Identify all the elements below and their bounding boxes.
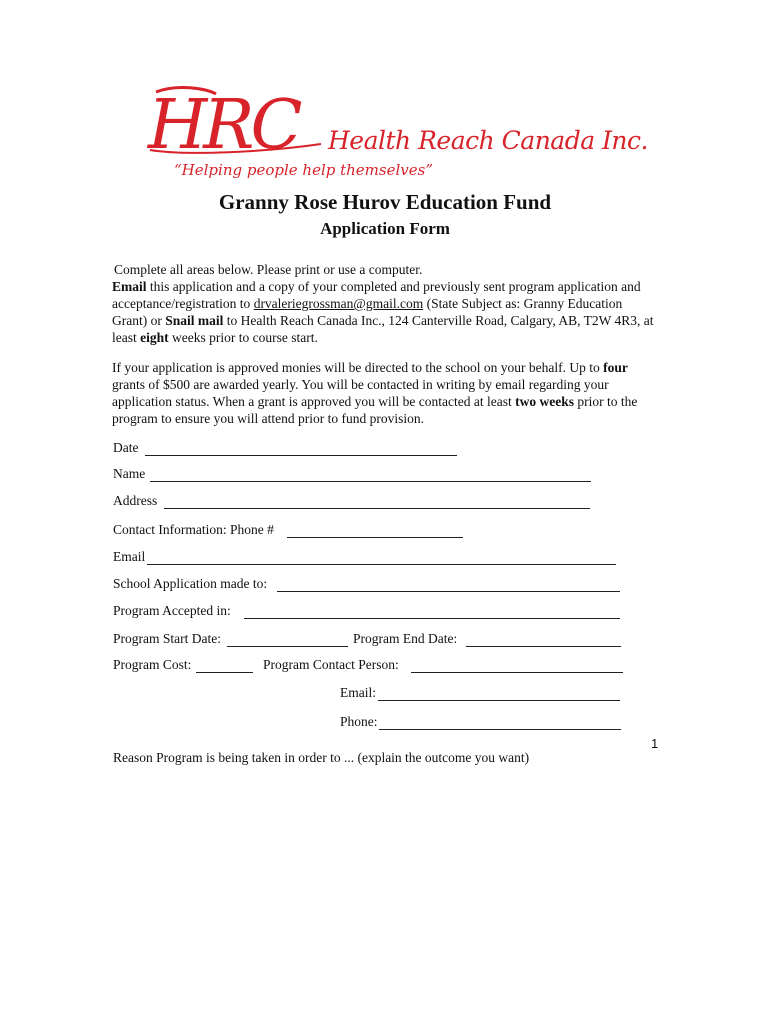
approval-text: grants of $500 are awarded yearly. You will be contacted in writing by email regarding your application status. When a grant is approved you will be contacted at least	[112, 377, 609, 409]
contact-person-label: Program Contact Person:	[263, 657, 399, 672]
email-emphasis: Email	[112, 279, 147, 294]
school-label: School Application made to:	[113, 576, 268, 591]
contact-email-label: Email:	[340, 685, 376, 700]
hrc-monogram-icon	[146, 86, 326, 166]
instructions-text: (State Subject as: Granny Education Grant) or	[112, 296, 623, 328]
four-emphasis: four	[603, 360, 628, 375]
program-accepted-label: Program Accepted in:	[113, 603, 231, 618]
logo-company-name: Health Reach Canada Inc.	[328, 126, 648, 155]
hrc-logo	[146, 86, 648, 186]
email-field[interactable]	[147, 564, 616, 565]
start-date-label: Program Start Date:	[113, 631, 221, 646]
instructions-paragraph	[112, 261, 657, 346]
contact-phone-label: Phone:	[340, 714, 378, 729]
instructions-body	[112, 278, 657, 346]
approval-text: prior to the program to ensure you will attend prior to fund provision.	[112, 394, 638, 426]
approval-paragraph	[112, 359, 657, 427]
phone-label: Contact Information: Phone #	[113, 522, 274, 537]
contact-person-field[interactable]	[411, 672, 623, 673]
eight-emphasis: eight	[140, 330, 169, 345]
two-weeks-emphasis: two weeks	[515, 394, 575, 409]
program-cost-field[interactable]	[196, 672, 253, 673]
instructions-text: weeks prior to course start.	[168, 330, 318, 345]
approval-text: If your application is approved monies will be directed to the school on your behalf. Up to	[112, 360, 604, 375]
contact-email-link[interactable]: drvaleriegrossman@gmail.com	[253, 296, 424, 311]
program-cost-label: Program Cost:	[113, 657, 192, 672]
svg-text:HRC: HRC	[148, 86, 299, 165]
form-title: Granny Rose Hurov Education Fund	[218, 190, 552, 214]
phone-field[interactable]	[287, 537, 463, 538]
name-label: Name	[113, 466, 146, 481]
school-field[interactable]	[277, 591, 620, 592]
contact-email-field[interactable]	[378, 700, 620, 701]
date-field[interactable]	[145, 455, 457, 456]
end-date-label: Program End Date:	[353, 631, 458, 646]
reason-label: Reason Program is being taken in order to ... (explain the outcome you want)	[113, 750, 530, 765]
instructions-line-1: Complete all areas below. Please print or use a computer.	[114, 262, 423, 277]
start-date-field[interactable]	[227, 646, 348, 647]
instructions-text: to Health Reach Canada Inc., 124 Canterville Road, Calgary, AB, T2W 4R3, at least	[112, 313, 654, 345]
snail-mail-emphasis: Snail mail	[165, 313, 224, 328]
instructions-text: this application and a copy of your completed and previously sent program application and acceptance/registration to	[112, 279, 641, 311]
page-number: 1	[651, 736, 659, 751]
address-field[interactable]	[164, 508, 590, 509]
email-label: Email	[113, 549, 146, 564]
logo-tagline: “Helping people help themselves”	[174, 161, 433, 179]
name-field[interactable]	[150, 481, 591, 482]
end-date-field[interactable]	[466, 646, 621, 647]
address-label: Address	[113, 493, 158, 508]
date-label: Date	[113, 440, 139, 455]
program-accepted-field[interactable]	[244, 618, 620, 619]
form-subtitle: Application Form	[320, 219, 450, 238]
contact-phone-field[interactable]	[379, 729, 621, 730]
